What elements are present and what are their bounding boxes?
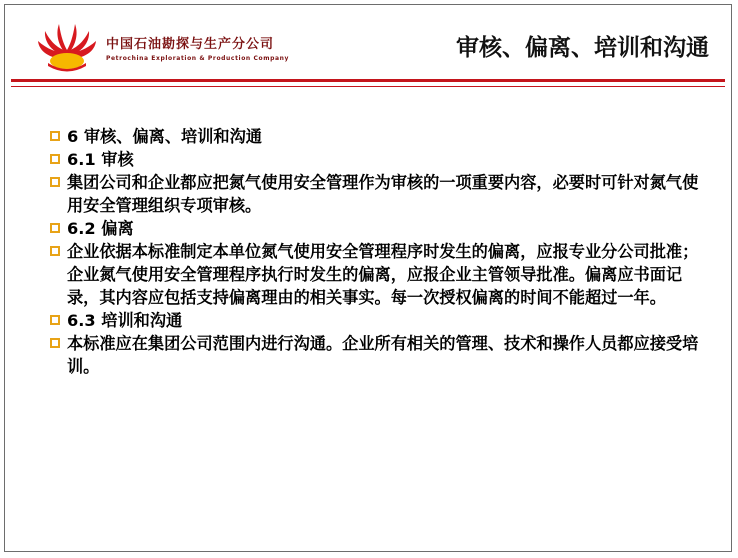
square-bullet-icon xyxy=(50,246,60,256)
header-divider-thin xyxy=(11,86,725,87)
square-bullet-icon xyxy=(50,154,60,164)
list-item-text: 6 审核、偏离、培训和沟通 xyxy=(67,127,262,146)
header-divider xyxy=(11,79,725,82)
list-item xyxy=(49,148,699,171)
list-item-text: 本标准应在集团公司范围内进行沟通。企业所有相关的管理、技术和操作人员都应接受培训。 xyxy=(67,334,699,376)
square-bullet-icon xyxy=(50,131,60,141)
square-bullet-icon xyxy=(50,223,60,233)
list-item xyxy=(49,171,699,217)
list-item-text: 企业依据本标准制定本单位氮气使用安全管理程序时发生的偏离，应报专业分公司批准；企业氮气使用安全管理程序执行时发生的偏离，应报企业主管领导批准。偏离应书面记录，其内容应包括支持偏离理由的相关事实。每一次授权偏离的时间不能超过一年。 xyxy=(67,242,699,307)
company-name-en: Petrochina Exploration & Production Company xyxy=(106,55,290,62)
list-item xyxy=(49,125,699,148)
content-list xyxy=(49,125,699,378)
company-name-cn: 中国石油勘探与生产分公司 xyxy=(106,37,275,52)
list-item-text: 6.1 审核 xyxy=(67,150,134,169)
list-item-text: 集团公司和企业都应把氮气使用安全管理作为审核的一项重要内容，必要时可针对氮气使用安全管理组织专项审核。 xyxy=(67,173,699,215)
list-item-text: 6.2 偏离 xyxy=(67,219,134,238)
list-item xyxy=(49,332,699,378)
list-item xyxy=(49,217,699,240)
list-item-text: 6.3 培训和沟通 xyxy=(67,311,183,330)
page-title: 审核、偏离、培训和沟通 xyxy=(456,35,709,61)
square-bullet-icon xyxy=(50,177,60,187)
slide xyxy=(4,4,732,552)
square-bullet-icon xyxy=(50,315,60,325)
list-item xyxy=(49,309,699,332)
list-item xyxy=(49,240,699,309)
petrochina-logo-icon xyxy=(35,19,99,75)
square-bullet-icon xyxy=(50,338,60,348)
